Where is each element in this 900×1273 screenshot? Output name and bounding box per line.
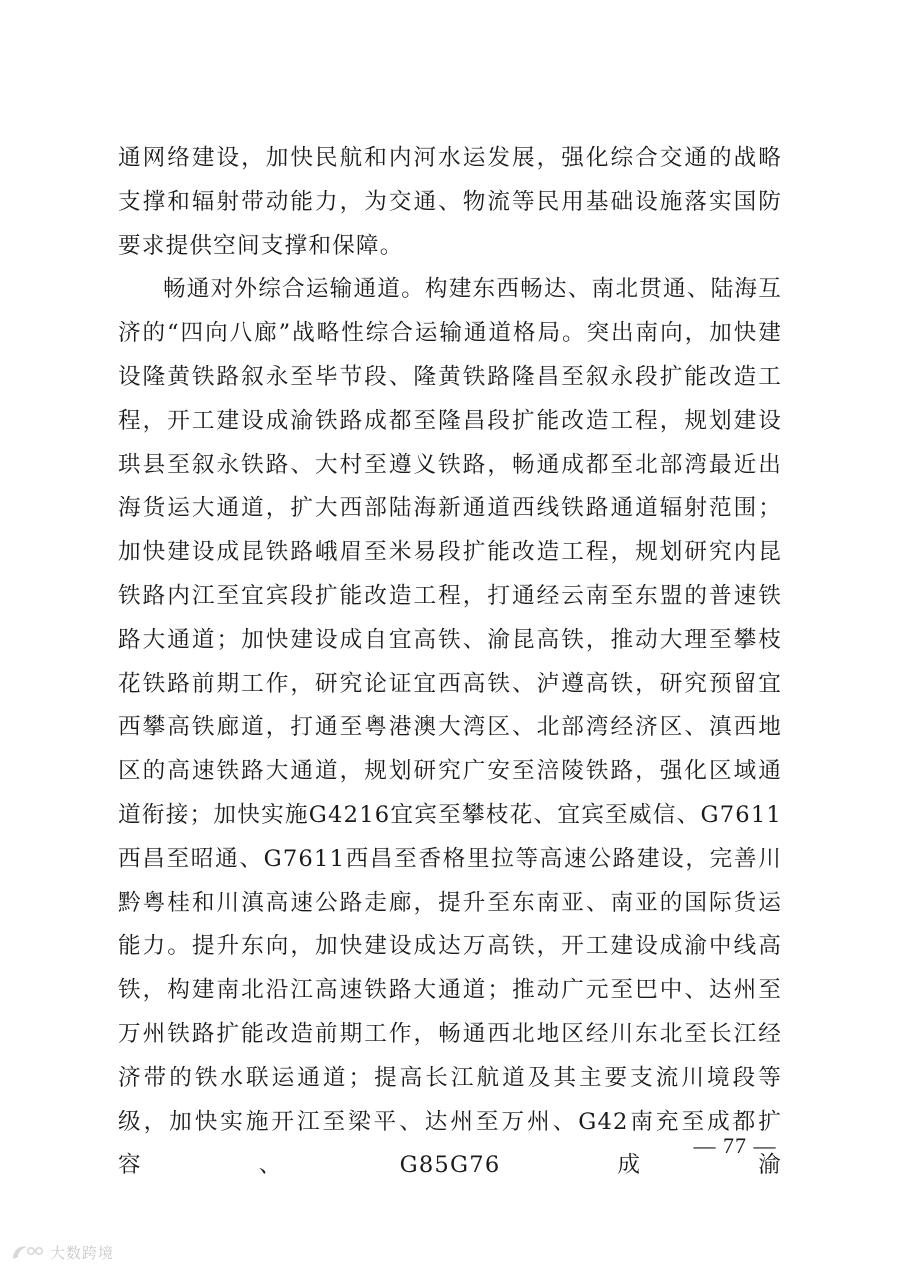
paragraph-1: 通网络建设，加快民航和内河水运发展，强化综合交通的战略支撑和辐射带动能力，为交通、物流等民用基础设施落实国防要求提供空间支撑和保障。	[118, 145, 782, 259]
paragraph-2: 畅通对外综合运输通道。构建东西畅达、南北贯通、陆海互济的“四向八廊”战略性综合运输通道格局。突出南向，加快建设隆黄铁路叙永至毕节段、隆黄铁路隆昌至叙永段扩能改造工程，开工建设成渝铁路成都至隆昌段扩能改造工程，规划建设珙县至叙永铁路、大村至遵义铁路，畅通成都至北部湾最近出海货运大通道，扩大西部陆海新通道西线铁路通道辐射范围；加快建设成昆铁路峨眉至米易段扩能改造工程，规划研究内昆铁路内江至宜宾段扩能改造工程，打通经云南至东盟的普速铁路大通道；加快建设成自宜高铁、渝昆高铁，推动大理至攀枝花铁路前期工作，研究论证宜西高铁、泸遵高铁，研究预留宜西攀高铁廊道，打通至粤港澳大湾区、北部湾经济区、滇西地区的高速铁路大通道，规划研究广安至涪陵铁路，强化区域通道衔接；加快实施G4216宜宾至攀枝花、宜宾至威信、G7611西昌至昭通、G7611西昌至香格里拉等高速公路建设，完善川黔粤桂和川滇高速公路走廊，提升至东南亚、南亚的国际货运能力。提升东向，加快建设成达万高铁，开工建设成渝中线高铁，构建南北沿江高速铁路大通道；推动广元至巴中、达州至万州铁路扩能改造前期工作，畅通西北地区经川东北至长江经济带的铁水联运通道；提高长江航道及其主要支流川境段等级，加快实施开江至梁平、达州至万州、G42南充至成都扩容、G85G76成渝	[118, 276, 782, 1179]
document-body	[118, 137, 782, 1188]
brand-logo-icon	[10, 1242, 44, 1262]
watermark	[10, 1240, 114, 1264]
watermark-text: 大数跨境	[50, 1243, 115, 1262]
page-number: — 77 —	[693, 1133, 777, 1158]
